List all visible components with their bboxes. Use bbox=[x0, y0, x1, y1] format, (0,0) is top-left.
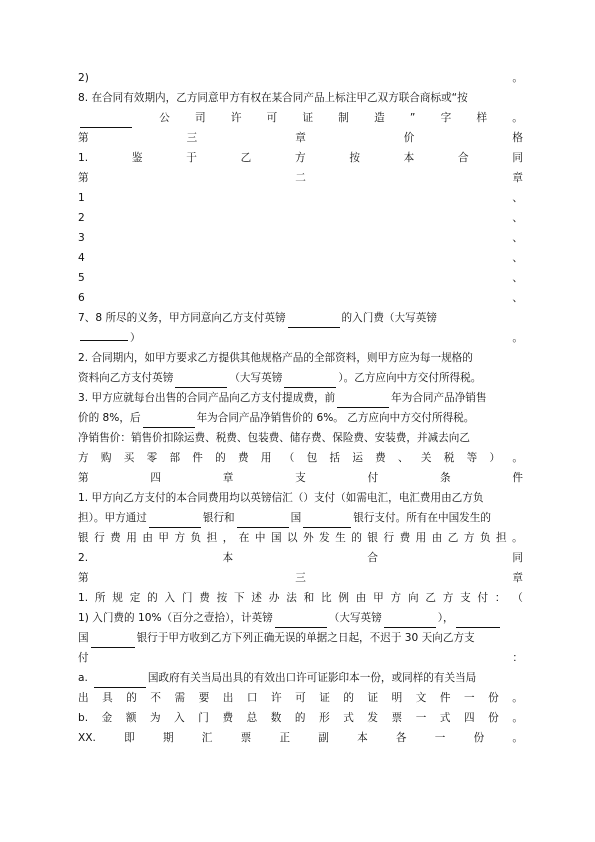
blank-field bbox=[175, 375, 227, 388]
spread-char: 按 bbox=[216, 592, 228, 604]
line-27 bbox=[78, 588, 523, 608]
blank-field bbox=[91, 635, 135, 648]
row-number: 4 bbox=[78, 252, 85, 264]
text-segment: ）， bbox=[437, 612, 454, 624]
spread-char: 份 bbox=[488, 692, 499, 704]
text-segment: 银行支付。所有在中国发生的 bbox=[353, 512, 491, 524]
text-segment: 国 bbox=[78, 632, 89, 644]
text-segment: 银行和 bbox=[202, 512, 235, 524]
blank-field bbox=[288, 315, 340, 328]
spread-char: 为 bbox=[149, 712, 161, 724]
spread-char: 述 bbox=[251, 592, 263, 604]
spread-char: 。 bbox=[512, 712, 523, 724]
spread-char: 行 bbox=[383, 532, 395, 544]
spread-char: 第 bbox=[78, 172, 89, 184]
line-28 bbox=[78, 608, 523, 628]
spread-char: 于 bbox=[186, 152, 197, 164]
row-mark: 、 bbox=[512, 232, 523, 244]
spread-char: 负 bbox=[479, 532, 491, 544]
spread-char: 的 bbox=[351, 532, 362, 544]
row-mark: 、 bbox=[512, 252, 523, 264]
spread-char: 外 bbox=[303, 532, 314, 544]
spread-char: 等 bbox=[466, 452, 478, 464]
numbered-row bbox=[78, 188, 523, 208]
spread-char: 本 bbox=[222, 552, 234, 564]
spread-char: 出 bbox=[78, 692, 89, 704]
spread-char: 同 bbox=[512, 552, 523, 564]
line-20 bbox=[78, 448, 523, 468]
blank-field bbox=[80, 115, 132, 128]
spread-char: 由 bbox=[142, 532, 153, 544]
row-number: 2 bbox=[78, 212, 85, 224]
line-16 bbox=[78, 368, 523, 388]
text-segment: 资料向乙方支付英镑 bbox=[78, 372, 174, 384]
spread-char: 四 bbox=[150, 472, 161, 484]
line-13 bbox=[78, 308, 523, 328]
spread-char: 担 bbox=[496, 532, 507, 544]
spread-char: 口 bbox=[246, 692, 258, 704]
spread-char: 许 bbox=[271, 692, 282, 704]
spread-char: b. bbox=[78, 712, 89, 724]
spread-char: 票 bbox=[240, 732, 252, 744]
numbered-row bbox=[78, 288, 523, 308]
spread-char: 国 bbox=[270, 532, 282, 544]
spread-char: 用 bbox=[415, 532, 427, 544]
blank-field bbox=[284, 375, 336, 388]
line-32 bbox=[78, 688, 523, 708]
text-segment: 年为合同产品净销售 bbox=[391, 392, 487, 404]
spread-char: 具 bbox=[102, 692, 113, 704]
spread-char: 汇 bbox=[201, 732, 213, 744]
spread-char: 费 bbox=[222, 712, 234, 724]
spread-char: 关 bbox=[420, 452, 432, 464]
line-33 bbox=[78, 708, 523, 728]
blank-field bbox=[337, 395, 389, 408]
row-number: 5 bbox=[78, 272, 85, 284]
spread-char: 同 bbox=[512, 152, 523, 164]
spread-char: 银 bbox=[78, 532, 89, 544]
spread-char: 鉴 bbox=[131, 152, 143, 164]
spread-char: 章 bbox=[512, 172, 523, 184]
spread-char: 的 bbox=[215, 452, 226, 464]
line-23 bbox=[78, 508, 523, 528]
spread-char: （ bbox=[283, 452, 295, 464]
text-segment: （大写英镑 bbox=[229, 372, 283, 384]
blank-field bbox=[80, 328, 128, 341]
spread-char: 的 bbox=[147, 592, 158, 604]
spread-char: 的 bbox=[294, 712, 306, 724]
spread-char: 。 bbox=[512, 692, 523, 704]
spread-char: 正 bbox=[279, 732, 291, 744]
line-1 bbox=[78, 68, 523, 88]
spread-char: 和 bbox=[303, 592, 315, 604]
line-14 bbox=[78, 328, 523, 348]
text-segment: 价的 8%，后 bbox=[78, 412, 141, 424]
row-mark: 、 bbox=[512, 292, 523, 304]
spread-char: 制 bbox=[338, 112, 349, 124]
chapter-3-heading-price bbox=[78, 128, 523, 148]
spread-char: 费 bbox=[375, 452, 386, 464]
spread-char: 一 bbox=[415, 712, 427, 724]
spread-char: 部 bbox=[169, 452, 181, 464]
spread-char: 担 bbox=[206, 532, 218, 544]
spread-char: 即 bbox=[124, 732, 135, 744]
line-19 bbox=[78, 428, 523, 448]
text-segment: a. bbox=[78, 672, 88, 684]
spread-char: 期 bbox=[162, 732, 174, 744]
spread-char: 费 bbox=[199, 592, 210, 604]
spread-char: 法 bbox=[286, 592, 297, 604]
spread-char: 出 bbox=[222, 692, 234, 704]
spread-char: 。 bbox=[512, 112, 523, 124]
spread-char: 公 bbox=[159, 112, 170, 124]
spread-char: 一 bbox=[464, 692, 475, 704]
spread-char: 二 bbox=[295, 172, 306, 184]
spread-char: 在 bbox=[238, 532, 250, 544]
spread-char: 证 bbox=[319, 692, 330, 704]
spread-char: 方 bbox=[294, 152, 306, 164]
spread-char: 字 bbox=[440, 112, 452, 124]
spread-char: 可 bbox=[295, 692, 306, 704]
spread-char: 乙 bbox=[425, 592, 436, 604]
spread-char: 支 bbox=[460, 592, 471, 604]
spread-char: 费 bbox=[110, 532, 121, 544]
numbered-rows bbox=[78, 188, 523, 308]
spread-char: 额 bbox=[125, 712, 137, 724]
blank-field bbox=[94, 675, 146, 688]
entry-fee-text-2: 的入门费（大写英镑 bbox=[341, 312, 437, 324]
spread-char: 章 bbox=[222, 472, 234, 484]
spread-char: 金 bbox=[101, 712, 113, 724]
spread-char: 份 bbox=[473, 732, 485, 744]
spread-char: 可 bbox=[266, 112, 278, 124]
spread-char: 买 bbox=[123, 452, 135, 464]
chapter-4-heading-payment-terms bbox=[78, 468, 523, 488]
text-segment: 银行于甲方收到乙方下列正确无误的单据之日起，不迟于 30 天向乙方支 bbox=[136, 632, 475, 644]
spread-char: 入 bbox=[164, 592, 176, 604]
line-29 bbox=[78, 628, 523, 648]
text-segment: ： bbox=[512, 652, 523, 664]
spread-char: 的 bbox=[343, 692, 354, 704]
spread-char: 1. bbox=[78, 152, 89, 164]
spread-char: 付 bbox=[367, 472, 379, 484]
blank-field bbox=[456, 615, 500, 628]
spread-char: 证 bbox=[367, 692, 379, 704]
spread-char: 、 bbox=[398, 452, 409, 464]
spread-char: 零 bbox=[146, 452, 158, 464]
blank-field bbox=[143, 415, 195, 428]
spread-char: 方 bbox=[390, 592, 402, 604]
line-2 bbox=[78, 88, 523, 108]
net-sales-definition: 净销售价：销售价扣除运费、税费、包装费、储存费、保险费、安装费，并减去向乙 bbox=[78, 432, 470, 444]
spread-char: （ bbox=[512, 592, 523, 604]
spread-char: ” bbox=[409, 112, 416, 124]
spread-char: 购 bbox=[100, 452, 112, 464]
row-number: 1 bbox=[78, 192, 85, 204]
spread-char: 方 bbox=[442, 592, 454, 604]
spread-char: 所 bbox=[94, 592, 106, 604]
spread-char: 入 bbox=[174, 712, 185, 724]
spread-char: 价 bbox=[403, 132, 415, 144]
numbered-row bbox=[78, 268, 523, 288]
spread-char: 办 bbox=[268, 592, 280, 604]
spread-char: 生 bbox=[335, 532, 346, 544]
line-14-start: ） bbox=[78, 328, 141, 348]
spread-char: 本 bbox=[357, 732, 368, 744]
spread-char: 文 bbox=[415, 692, 427, 704]
spread-char: 下 bbox=[234, 592, 245, 604]
chapter-3-heading bbox=[78, 568, 523, 588]
spread-char: 。 bbox=[512, 532, 523, 544]
line-31 bbox=[78, 668, 523, 688]
spread-char: 费 bbox=[399, 532, 411, 544]
spread-char: 例 bbox=[338, 592, 349, 604]
spread-char: 各 bbox=[395, 732, 407, 744]
row-mark: 、 bbox=[512, 272, 523, 284]
row-number: 6 bbox=[78, 292, 85, 304]
spread-char: 运 bbox=[352, 452, 363, 464]
numbered-row bbox=[78, 208, 523, 228]
spread-char: 行 bbox=[94, 532, 105, 544]
spread-char: 件 bbox=[512, 472, 523, 484]
blank-field bbox=[303, 515, 351, 528]
spread-char: 乙 bbox=[447, 532, 459, 544]
spread-char: 的 bbox=[126, 692, 137, 704]
row-mark: 、 bbox=[512, 192, 523, 204]
row-number: 3 bbox=[78, 232, 85, 244]
spread-char: 由 bbox=[431, 532, 443, 544]
spread-char: ， bbox=[222, 532, 234, 544]
line-22 bbox=[78, 488, 523, 508]
spread-char: 。 bbox=[512, 452, 523, 464]
spread-char: 方 bbox=[78, 452, 89, 464]
line-25 bbox=[78, 548, 523, 568]
line-15 bbox=[78, 348, 523, 368]
text-segment: 付 bbox=[78, 652, 89, 664]
spread-char: 票 bbox=[391, 712, 403, 724]
line-34 bbox=[78, 728, 523, 748]
line-17 bbox=[78, 388, 523, 408]
payment-clause-1: 1. 甲方向乙方支付的本合同费用均以英镑信汇（）支付（如需电汇，电汇费用由乙方负 bbox=[78, 492, 484, 504]
text-segment: 年为合同产品净销售价的 6%。 乙方应向中方交付所得税。 bbox=[196, 412, 475, 424]
line-3 bbox=[78, 108, 523, 128]
spread-char: 式 bbox=[343, 712, 354, 724]
spread-char: 定 bbox=[129, 592, 141, 604]
text-segment: 1) 入门费的 10%（百分之壹拾），计英镑 bbox=[78, 612, 273, 624]
numbered-row bbox=[78, 228, 523, 248]
spread-char: 付 bbox=[477, 592, 489, 604]
blank-field bbox=[275, 615, 327, 628]
spread-char: 明 bbox=[391, 692, 403, 704]
spread-char: 负 bbox=[190, 532, 202, 544]
spread-char: 许 bbox=[230, 112, 242, 124]
spread-char: 发 bbox=[319, 532, 330, 544]
spread-char: 由 bbox=[355, 592, 367, 604]
spread-char: 格 bbox=[512, 132, 523, 144]
spread-char: 章 bbox=[295, 132, 306, 144]
spread-char: 按 bbox=[349, 152, 360, 164]
chapter-2-heading bbox=[78, 168, 523, 188]
spread-char: 要 bbox=[198, 692, 210, 704]
entry-fee-text: 7、8 所尽的义务，甲方同意向乙方支付英镑 bbox=[78, 312, 286, 324]
spread-char: 条 bbox=[439, 472, 451, 484]
spread-char: 合 bbox=[367, 552, 379, 564]
spread-char: 第 bbox=[78, 472, 89, 484]
spread-char: ） bbox=[489, 452, 501, 464]
spread-char: 样 bbox=[476, 112, 488, 124]
spread-char: 司 bbox=[195, 112, 206, 124]
line-30 bbox=[78, 648, 523, 668]
spread-char: 需 bbox=[174, 692, 186, 704]
spread-char: 括 bbox=[329, 452, 341, 464]
line-1-label: 2) bbox=[78, 72, 89, 84]
spread-char: 用 bbox=[260, 452, 272, 464]
text-segment: 担）。甲方通过 bbox=[78, 512, 147, 524]
blank-field bbox=[237, 515, 289, 528]
spread-char: 件 bbox=[439, 692, 451, 704]
spread-char: 支 bbox=[295, 472, 306, 484]
spread-char: XX. bbox=[78, 732, 96, 744]
spread-char: 费 bbox=[238, 452, 249, 464]
text-segment: 国政府有关当局出具的有效出口许可证影印本一份，或同样的有关当局 bbox=[147, 672, 477, 684]
spread-char: 第 bbox=[78, 132, 89, 144]
spread-char: 三 bbox=[295, 572, 306, 584]
numbered-row bbox=[78, 248, 523, 268]
spread-char: 向 bbox=[407, 592, 419, 604]
line-5 bbox=[78, 148, 523, 168]
blank-field bbox=[149, 515, 201, 528]
clause-8-text: 8. 在合同有效期内，乙方同意甲方有权在某合同产品上标注甲乙双方联合商标或“按 bbox=[78, 92, 468, 104]
spread-char: ： bbox=[494, 592, 506, 604]
line-1-end: 。 bbox=[512, 72, 523, 84]
spread-char: 造 bbox=[374, 112, 385, 124]
spread-char: 式 bbox=[439, 712, 451, 724]
row-mark: 、 bbox=[512, 212, 523, 224]
spread-char: 件 bbox=[192, 452, 203, 464]
clause-2-text: 2. 合同期内，如甲方要求乙方提供其他规格产品的全部资料，则甲方应为每一规格的 bbox=[78, 352, 473, 364]
spread-char: 银 bbox=[367, 532, 378, 544]
spread-char: 章 bbox=[512, 572, 523, 584]
spread-char: 不 bbox=[150, 692, 161, 704]
spread-char: 本 bbox=[403, 152, 415, 164]
spread-char: 。 bbox=[512, 732, 523, 744]
text-segment: （大写英镑 bbox=[328, 612, 382, 624]
text-segment: 国 bbox=[290, 512, 302, 524]
spread-char: 乙 bbox=[240, 152, 252, 164]
blank-field bbox=[384, 615, 436, 628]
spread-char: 形 bbox=[319, 712, 330, 724]
spread-char: 一 bbox=[434, 732, 446, 744]
spread-char: 包 bbox=[306, 452, 318, 464]
spread-char: 以 bbox=[287, 532, 298, 544]
line-14-end: 。 bbox=[512, 332, 523, 344]
spread-char: 份 bbox=[488, 712, 499, 724]
spread-char: 总 bbox=[246, 712, 258, 724]
spread-char: 门 bbox=[181, 592, 193, 604]
spread-char: 三 bbox=[186, 132, 198, 144]
spread-char: 证 bbox=[302, 112, 314, 124]
spread-char: 数 bbox=[270, 712, 282, 724]
spread-char: 方 bbox=[463, 532, 475, 544]
spread-char: 规 bbox=[112, 592, 123, 604]
spread-char: 税 bbox=[443, 452, 455, 464]
spread-char: 2. bbox=[78, 552, 89, 564]
text-segment: 3. 甲方应就每台出售的合同产品向乙方支付提成费，前 bbox=[78, 392, 336, 404]
spread-char: 合 bbox=[458, 152, 469, 164]
line-18 bbox=[78, 408, 523, 428]
spread-char: 方 bbox=[174, 532, 186, 544]
spread-char: 甲 bbox=[158, 532, 169, 544]
spread-char: 门 bbox=[198, 712, 209, 724]
spread-char: 第 bbox=[78, 572, 89, 584]
spread-char: 甲 bbox=[373, 592, 384, 604]
spread-char: 四 bbox=[464, 712, 475, 724]
spread-char: 中 bbox=[254, 532, 266, 544]
spread-char: 1. bbox=[78, 592, 89, 604]
line-24 bbox=[78, 528, 523, 548]
spread-char: 用 bbox=[126, 532, 137, 544]
spread-char: 发 bbox=[367, 712, 378, 724]
spread-char: 副 bbox=[318, 732, 329, 744]
spread-char: 比 bbox=[320, 592, 332, 604]
text-segment: ）。乙方应向中方交付所得税。 bbox=[338, 372, 482, 384]
